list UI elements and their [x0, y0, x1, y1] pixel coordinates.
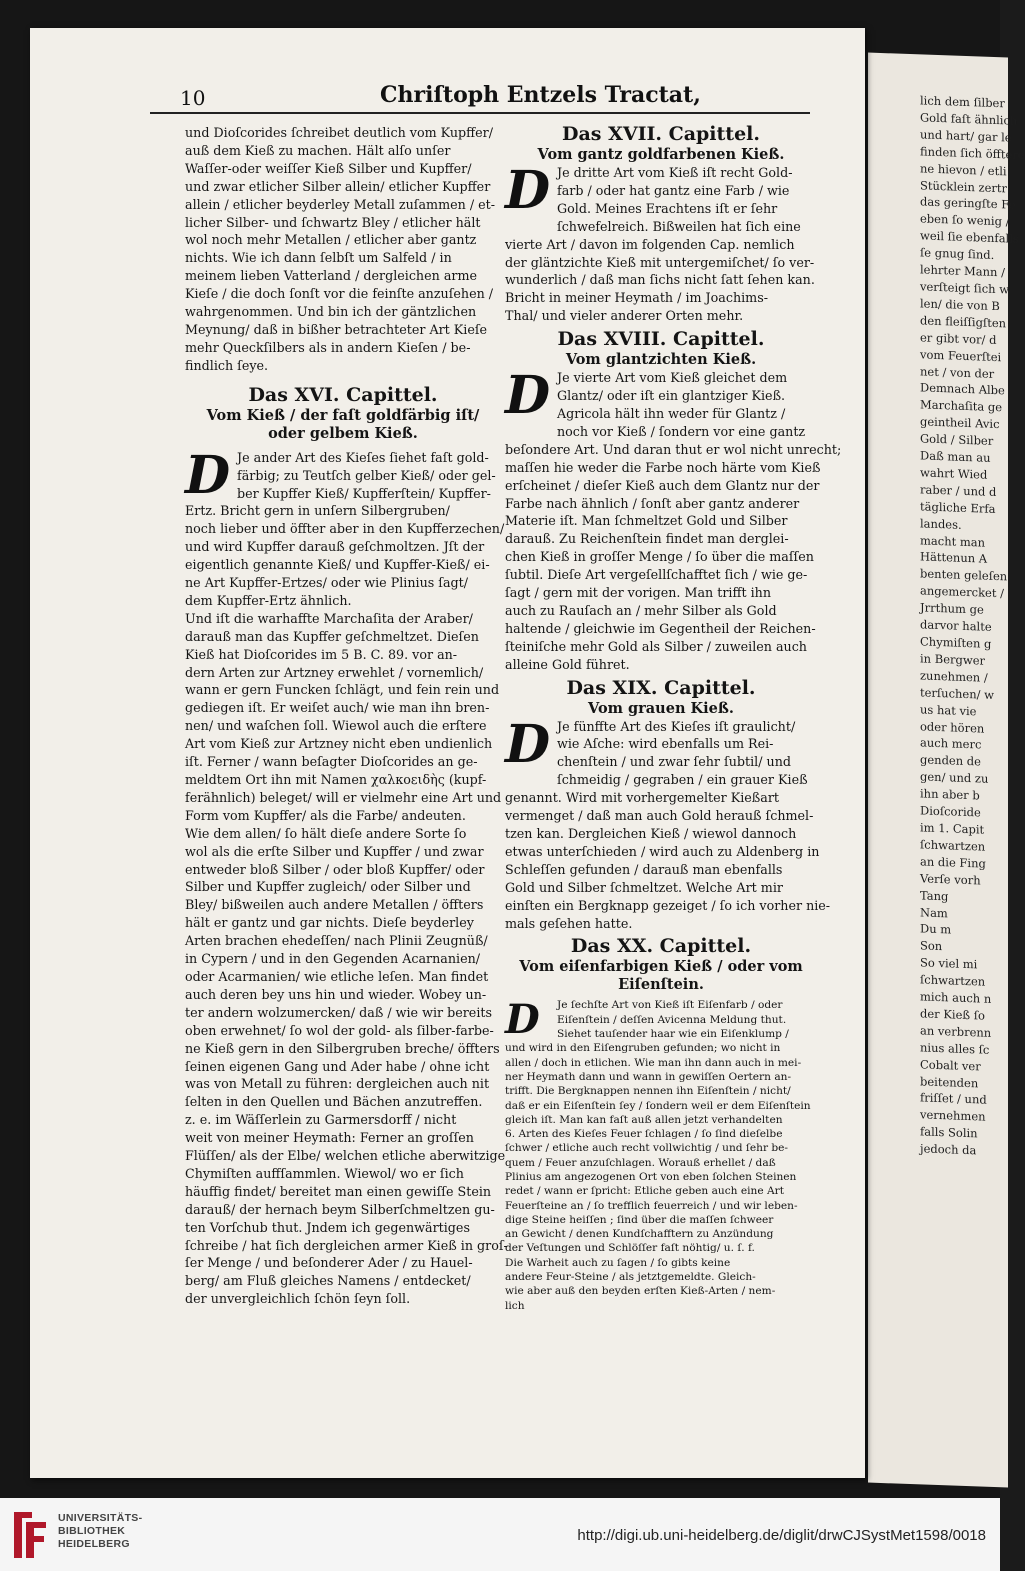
- drop-cap: D: [185, 444, 231, 506]
- text-line: berg/ am Fluß gleiches Namens / entdecket/: [185, 1273, 471, 1289]
- chapter-20-opening: [505, 996, 817, 1044]
- text-line: quem / Feuer anzuſchlagen. Worauß erhellet / daß: [505, 1156, 776, 1169]
- text-line: ſchwer / etliche auch recht vollwichtig / und ſehr be-: [505, 1142, 789, 1155]
- text-line: zunehmen /: [920, 668, 988, 685]
- text-line: Siehet tauſender haar wie ein Eiſenklump /: [557, 1028, 789, 1041]
- left-intro-paragraph: [185, 124, 501, 375]
- text-line: erſcheinet / dieſer Kieß auch dem Glantz nur der: [505, 477, 820, 493]
- text-line: len/ die von B: [920, 296, 1000, 314]
- chapter-16-opening: [185, 444, 501, 506]
- text-line: Je ſechſte Art von Kieß iſt Eiſenfarb / oder: [557, 999, 783, 1012]
- text-line: Jrrthum ge: [920, 600, 984, 617]
- text-line: darvor halte: [920, 617, 992, 634]
- text-line: eigentlich genannte Kieß/ und Kupffer-Kieß/ ei-: [185, 557, 490, 573]
- chapter-19-heading: Das XIX. Capittel.: [566, 676, 756, 699]
- text-line: wie Aſche: wird ebenfalls um Rei-: [557, 736, 774, 752]
- text-line: Je fünffte Art des Kieſes iſt graulicht/: [557, 718, 796, 734]
- text-line: chen Kieß in groſſer Menge / ſo über die maſſen: [505, 549, 814, 565]
- text-line: alleine Gold führet.: [505, 656, 630, 672]
- text-line: ten Vorſchub thut. Jndem ich gegenwärtiges: [185, 1219, 470, 1235]
- text-line: vom Feuerſtei: [920, 346, 1002, 364]
- text-line: ſchwartzen: [920, 837, 986, 854]
- text-line: Silber und Kupffer zugleich/ oder Silber und: [185, 879, 471, 895]
- text-line: findlich ſeye.: [185, 357, 269, 373]
- text-line: terſuchen/ w: [920, 685, 995, 702]
- text-line: weil ſie ebenfalls: [920, 228, 1019, 247]
- text-line: häuffig findet/ bereitet man einen gewiſſe Stein: [185, 1183, 492, 1199]
- text-line: und wird Kupffer darauß geſchmoltzen. Jſt der: [185, 539, 485, 555]
- text-line: licher Silber- und ſchwartz Bley / etlicher hält: [185, 214, 481, 230]
- chapter-16-subtitle-2: oder gelbem Kieß.: [268, 424, 418, 442]
- text-line: auch zu Rauſach an / mehr Silber als Gold: [505, 602, 777, 618]
- text-line: haltende / gleichwie im Gegentheil der Reichen-: [505, 620, 816, 636]
- text-line: ne hievon / etli: [920, 160, 1007, 179]
- running-head: [150, 82, 810, 114]
- text-line: andere Feur-Steine / als jetztgemeldte. Gleich-: [505, 1271, 756, 1284]
- text-line: darauß man das Kupffer geſchmeltzet. Dieſen: [185, 628, 479, 644]
- text-line: wahrt Wied: [920, 465, 988, 482]
- viewer-footer: [0, 1498, 1000, 1571]
- drop-cap: D: [505, 365, 551, 427]
- text-line: lehrter Mann /: [920, 262, 1005, 280]
- chapter-19-subtitle: Vom grauen Kieß.: [588, 699, 734, 717]
- text-line: meldtem Ort ihn mit Namen χαλκοειδὴς (kupf-: [185, 772, 487, 787]
- text-line: auch deren bey uns hin und wieder. Wobey un-: [185, 986, 487, 1002]
- text-line: Kieß hat Dioſcorides im 5 B. C. 89. vor an-: [185, 646, 458, 662]
- page-number: 10: [180, 86, 206, 110]
- text-line: Daß man au: [920, 448, 991, 465]
- text-line: oben erwehnet/ ſo wol der gold- als ſilber-farbe-: [185, 1022, 494, 1038]
- text-line: ſchwefelreich. Bißweilen hat ſich eine: [557, 218, 801, 234]
- text-line: färbig; zu Teutſch gelber Kieß/ oder gel-: [237, 467, 496, 483]
- text-line: Waſſer-oder weiſſer Kieß Silber und Kupffer/: [185, 160, 472, 176]
- text-line: Je ander Art des Kieſes ſiehet faſt gold-: [237, 449, 489, 465]
- text-line: etwas unterſchieden / wird auch zu Aldenberg in: [505, 843, 820, 859]
- text-line: jedoch da: [920, 1141, 977, 1158]
- text-line: Tang: [920, 887, 949, 903]
- text-line: z. e. im Wäſſerlein zu Garmersdorff / nicht: [185, 1112, 457, 1128]
- text-line: ſagt / gern mit der vorigen. Man trifft ihn: [505, 585, 771, 601]
- text-line: Eiſenſtein / deſſen Avicenna Meldung thut.: [557, 1013, 787, 1026]
- chapter-20-body: [505, 1041, 817, 1313]
- text-line: nius alles ſc: [920, 1040, 990, 1057]
- chapter-18-subtitle: Vom glantzichten Kieß.: [565, 351, 757, 369]
- text-line: mals geſehen hatte.: [505, 915, 633, 931]
- text-line: einſten ein Bergknapp gezeiget / ſo ich vorher nie-: [505, 897, 831, 913]
- text-line: tägliche Erfa: [920, 499, 996, 516]
- text-line: und wird in den Eiſengruben gefunden; wo nicht in: [505, 1042, 781, 1055]
- library-name-line-3: HEIDELBERG: [58, 1538, 130, 1550]
- running-title: Chriſtoph Entzels Tractat,: [380, 82, 701, 108]
- text-line: gleich iſt. Man kan faſt auß allen jetzt verhandelten: [505, 1113, 783, 1126]
- text-line: genden de: [920, 752, 981, 769]
- text-line: dern Arten zur Artzney erwehlet / vornemlich/: [185, 664, 484, 680]
- text-line: ihn aber b: [920, 786, 980, 803]
- text-line: auß dem Kieß zu machen. Hält alſo unſer: [185, 142, 451, 158]
- text-line: was von Metall zu führen: dergleichen auch nit: [185, 1076, 490, 1092]
- text-line: entweder bloß Silber / oder bloß Kupffer/ oder: [185, 861, 485, 877]
- text-line: und hart/ gar le: [920, 127, 1012, 145]
- text-line: ſe gnug ſind.: [920, 245, 995, 263]
- text-line: farb / oder hat gantz eine Farb / wie: [557, 182, 790, 198]
- text-line: wunderlich / daß man ſichs nicht ſatt ſehen kan.: [505, 272, 815, 288]
- text-line: friſſet / und: [920, 1090, 987, 1108]
- text-line: meinem lieben Vatterland / dergleichen arme: [185, 268, 477, 284]
- chapter-18-opening: [505, 365, 817, 441]
- text-line: Und iſt die warhaffte Marchaſita der Araber/: [185, 610, 473, 626]
- text-line: den fleiſſigſten: [920, 313, 1007, 331]
- text-line: wol als die erſte Silber und Kupffer / und zwar: [185, 843, 484, 859]
- text-line: Cobalt ver: [920, 1057, 981, 1074]
- text-line: in Cypern / und in den Gegenden Acarnanien/: [185, 951, 481, 967]
- text-line: Hättenun A: [920, 549, 988, 567]
- text-line: wahrgenommen. Und bin ich der gäntzlichen: [185, 304, 477, 320]
- text-line: Son: [920, 938, 943, 954]
- text-line: nen/ und waſchen ſoll. Wiewol auch die erſtere: [185, 718, 487, 734]
- text-line: So viel mi: [920, 955, 978, 972]
- text-line: Je vierte Art vom Kieß gleichet dem: [557, 370, 788, 386]
- text-line: an Gewicht / denen Kundſchafftern zu Anzündung: [505, 1228, 774, 1241]
- chapter-17-subtitle: Vom gantz goldfarbenen Kieß.: [537, 146, 785, 163]
- text-line: angemercket /: [920, 583, 1005, 601]
- text-line: darauß. Zu Reichenſtein findet man derglei-: [505, 531, 789, 547]
- drop-cap: D: [505, 160, 551, 221]
- facing-page: [868, 53, 1025, 1488]
- text-line: ſeinen eigenen Gang und Ader habe / ohne icht: [185, 1058, 490, 1074]
- chapter-17-heading: Das XVII. Capittel.: [562, 123, 760, 145]
- text-line: der Kieß ſo: [920, 1006, 985, 1023]
- chapter-19-drop-lines: [505, 713, 817, 790]
- text-line: ſteiniſche mehr Gold als Silber / zuweilen auch: [505, 638, 807, 654]
- text-line: Plinius am angezogenen Ort von eben ſolchen Steinen: [505, 1171, 797, 1183]
- chapter-20-heading: Das XX. Capittel.: [570, 935, 752, 958]
- text-line: mich auch n: [920, 989, 992, 1006]
- text-line: an die Fing: [920, 854, 986, 871]
- text-line: falls Solin: [920, 1124, 978, 1141]
- text-line: trifft. Die Bergknappen nennen ihn Eiſenſtein / nicht/: [505, 1085, 791, 1098]
- text-line: Du m: [920, 921, 952, 937]
- text-line: ner Heymath dann und wann in gewiſſen Oertern an-: [505, 1070, 792, 1083]
- text-line: daß er ein Eiſenſtein ſey / ſondern weil er dem Eiſenſtein: [505, 1099, 811, 1112]
- text-line: finden ſich öfftere: [920, 144, 1025, 162]
- chapter-20-drop-lines: [505, 996, 817, 1044]
- text-line: macht man: [920, 532, 986, 550]
- permalink-url[interactable]: http://digi.ub.uni-heidelberg.de/diglit/drwCJSystMet1598/0018: [577, 1527, 986, 1544]
- text-line: nichts. Wie ich dann ſelbſt um Salfeld / in: [185, 250, 452, 266]
- text-line: Farbe nach ähnlich / ſonſt aber gantz anderer: [505, 495, 800, 511]
- text-line: ſchmeidig / gegraben / ein grauer Kieß: [557, 772, 808, 788]
- text-line: Flüſſen/ als der Elbe/ welchen etliche aberwitzige: [185, 1148, 506, 1164]
- text-line: raber / und d: [920, 482, 997, 499]
- text-line: darauß/ der hernach beym Silberſchmeltzen gu-: [185, 1201, 495, 1217]
- text-line: Gold. Meines Erachtens iſt er ſehr: [557, 200, 778, 216]
- chapter-20-subtitle-2: Eiſenſtein.: [618, 976, 704, 994]
- text-line: Nam: [920, 904, 948, 920]
- text-line: hält er gantz und gar nichts. Dieſe beyderley: [185, 915, 474, 931]
- text-line: ſer Menge / und beſonderer Ader / zu Hauel-: [185, 1255, 473, 1271]
- chapter-19-opening: [505, 713, 817, 790]
- chapter-20-subtitle: Vom eiſenfarbigen Kieß / oder vom: [519, 958, 803, 976]
- text-line: 6. Arten des Kieſes Feuer ſchlagen / ſo ſind dieſelbe: [505, 1128, 783, 1141]
- text-line: lich: [505, 1299, 525, 1312]
- text-line: Materie iſt. Man ſchmeltzet Gold und Silber: [505, 513, 788, 529]
- text-line: Chymiſten g: [920, 634, 992, 651]
- text-line: Art vom Kieß zur Artzney nicht eben undienlich: [185, 736, 493, 752]
- text-line: Bricht in meiner Heymath / im Joachims-: [505, 290, 769, 306]
- chapter-17-body: [505, 236, 817, 326]
- text-line: beitenden: [920, 1073, 979, 1090]
- text-line: geintheil Avic: [920, 414, 1000, 432]
- text-line: Thal/ und vieler anderer Orten mehr.: [505, 308, 744, 324]
- text-line: Je dritte Art vom Kieß iſt recht Gold-: [557, 165, 793, 180]
- text-line: ſchreibe / hat ſich dergleichen armer Kieß in groſ-: [185, 1237, 508, 1253]
- text-line: ferähnlich) beleget/ will er vielmehr eine Art und: [185, 789, 502, 805]
- chapter-17-drop-lines: [505, 160, 817, 236]
- text-line: Arten brachen ehedeſſen/ nach Plinii Zeugnüß/: [185, 933, 488, 949]
- text-line: Verſe vorh: [920, 871, 981, 888]
- text-line: chenſtein / und zwar ſehr ſubtil/ und: [557, 754, 791, 770]
- text-line: tzen kan. Dergleichen Kieß / wiewol dannoch: [505, 826, 797, 841]
- text-line: Wie dem allen/ ſo hält dieſe andere Sorte ſo: [185, 825, 467, 841]
- text-line: im 1. Capit: [920, 820, 985, 837]
- text-line: und Dioſcorides ſchreibet deutlich vom Kupffer/: [185, 125, 494, 140]
- right-column: [505, 123, 842, 1313]
- text-line: Ertz. Bricht gern in unſern Silbergruben/: [185, 503, 450, 519]
- text-line: und zwar etlicher Silber allein/ etlicher Kupffer: [185, 178, 491, 194]
- library-name: [58, 1512, 142, 1551]
- chapter-18-drop-lines: [505, 365, 817, 441]
- text-line: oder Acarmanien/ wie etliche leſen. Man findet: [185, 968, 489, 984]
- drop-cap: D: [505, 996, 540, 1044]
- university-library-logo-icon: [10, 1506, 50, 1562]
- library-name-line-2: BIBLIOTHEK: [58, 1525, 126, 1537]
- text-line: benten geleſen: [920, 566, 1008, 584]
- text-line: Glantz/ oder iſt ein glantziger Kieß.: [557, 388, 786, 404]
- text-line: gediegen iſt. Er weiſet auch/ wie man ihn bren-: [185, 700, 490, 716]
- text-line: Bley/ bißweilen auch andere Metallen / öffters: [185, 897, 484, 913]
- text-line: landes.: [920, 516, 962, 532]
- text-line: vierte Art / davon im folgenden Cap. nemlich: [505, 236, 795, 252]
- left-column: [185, 124, 508, 1308]
- chapter-16-subtitle: Vom Kieß / der faſt goldfärbig iſt/: [206, 406, 480, 424]
- text-line: noch lieber und öffter aber in den Kupfferzechen/: [185, 521, 505, 537]
- text-line: allein / etlicher beyderley Metall zuſammen / et-: [185, 196, 496, 212]
- library-name-line-1: UNIVERSITÄTS-: [58, 1512, 143, 1524]
- chapter-16-drop-lines: [185, 444, 501, 506]
- text-line: Feuerſteine an / ſo trefflich feuerreich / und wir leben-: [505, 1199, 798, 1212]
- text-line: vermenget / daß man auch Gold herauß ſchmel-: [505, 808, 814, 824]
- text-line: vernehmen: [920, 1107, 986, 1125]
- text-line: ber Kupffer Kieß/ Kupfferſtein/ Kupffer-: [237, 485, 491, 501]
- text-line: Schleſſen gefunden / darauß man ebenfalls: [505, 861, 783, 877]
- text-line: dige Steine heiſſen ; ſind über die maſſen ſchweer: [505, 1213, 774, 1226]
- text-line: dem Kupffer-Ertz ähnlich.: [185, 592, 352, 608]
- text-line: Dioſcoride: [920, 803, 981, 820]
- text-line: Agricola hält ihn weder für Glantz /: [557, 405, 786, 421]
- text-line: auch merc: [920, 735, 982, 752]
- text-line: Demnach Albe: [920, 380, 1005, 398]
- text-line: wol noch mehr Metallen / etlicher aber gantz: [185, 232, 477, 248]
- text-line: beſondere Art. Und daran thut er wol nicht unrecht;: [505, 441, 842, 457]
- text-line: Stücklein zertr: [920, 177, 1008, 195]
- text-line: in Bergwer: [920, 651, 986, 668]
- chapter-16-heading: Das XVI. Capittel.: [248, 383, 438, 406]
- text-line: ſelten in den Quellen und Bächen anzutreffen.: [185, 1094, 483, 1110]
- text-line: er gibt vor/ d: [920, 330, 997, 347]
- chapter-19-body: [505, 789, 831, 932]
- drop-cap: D: [505, 713, 551, 775]
- text-line: ſchwartzen: [920, 972, 986, 989]
- text-line: wann er gern Funcken ſchlägt, und fein rein und: [185, 682, 500, 698]
- text-line: maſſen hie weder die Farbe noch härte vom Kieß: [505, 459, 821, 475]
- text-line: Die Warheit auch zu ſagen / ſo gibts keine: [505, 1256, 731, 1269]
- chapter-18-heading: Das XVIII. Capittel.: [557, 328, 765, 351]
- text-line: Marchaſita ge: [920, 397, 1003, 415]
- text-line: der unvergleichlich ſchön ſeyn ſoll.: [185, 1291, 411, 1307]
- text-line: gen/ und zu: [920, 769, 989, 787]
- text-line: noch vor Kieß / ſondern vor eine gantz: [557, 423, 806, 439]
- text-line: Kieſe / die doch ſonſt vor die feinſte anzuſehen /: [185, 286, 494, 302]
- text-line: net / von der: [920, 363, 995, 381]
- text-line: Chymiſten auffſammlen. Wiewol/ wo er ſich: [185, 1165, 464, 1181]
- text-line: wie aber auß den beyden erſten Kieß-Arten / nem-: [505, 1285, 776, 1298]
- text-line: Gold faſt ähnlich: [920, 110, 1018, 128]
- text-line: redet / wann er ſpricht: Etliche geben auch eine Art: [505, 1185, 784, 1198]
- text-line: das geringſte Fe: [920, 194, 1016, 213]
- text-line: Meynung/ daß in bißher betrachteter Art Kieſe: [185, 321, 488, 337]
- text-line: Form vom Kupffer/ als die Farbe/ andeuten.: [185, 807, 466, 823]
- text-line: ſubtil. Dieſe Art vergeſellſchafftet ſich / wie ge-: [505, 567, 808, 583]
- text-line: der Veſtungen und Schlöſſer faſt nöhtig/ u. ſ. f.: [505, 1242, 755, 1255]
- text-line: Gold / Silber: [920, 431, 994, 449]
- text-line: us hat vie: [920, 701, 977, 718]
- text-line: Gold und Silber ſchmeltzet. Welche Art mir: [505, 879, 783, 895]
- text-line: genannt. Wird mit vorhergemelter Kießart: [505, 790, 779, 806]
- text-line: ter andern wolzumercken/ daß / wie wir bereits: [185, 1004, 492, 1020]
- text-line: ne Kieß gern in den Silbergruben breche/ öffters: [185, 1040, 500, 1056]
- text-line: ne Art Kupffer-Ertzes/ oder wie Plinius ſagt/: [185, 575, 469, 591]
- text-line: eben ſo wenig /: [920, 211, 1010, 229]
- text-line: lich dem ſilber: [920, 93, 1005, 111]
- text-line: allen / doch in etlichen. Wie man ihn dann auch in mei-: [505, 1056, 802, 1069]
- chapter-17-opening: [505, 160, 817, 236]
- text-line: verſteigt ſich w: [920, 279, 1010, 297]
- text-line: der gläntzichte Kieß mit untergemiſchet/ ſo ver-: [505, 254, 815, 270]
- text-line: weit von meiner Heymath: Ferner an groſſen: [185, 1130, 474, 1146]
- text-line: oder hören: [920, 718, 985, 736]
- text-line: mehr Queckſilbers als in andern Kieſen / be-: [185, 339, 471, 355]
- facing-page-text: [868, 53, 1025, 1161]
- chapter-18-body: [505, 441, 842, 674]
- chapter-16-body: [185, 502, 508, 1308]
- text-line: iſt. Ferner / wann beſagter Dioſcorides an ge-: [185, 754, 478, 770]
- text-line: an verbrenn: [920, 1023, 992, 1040]
